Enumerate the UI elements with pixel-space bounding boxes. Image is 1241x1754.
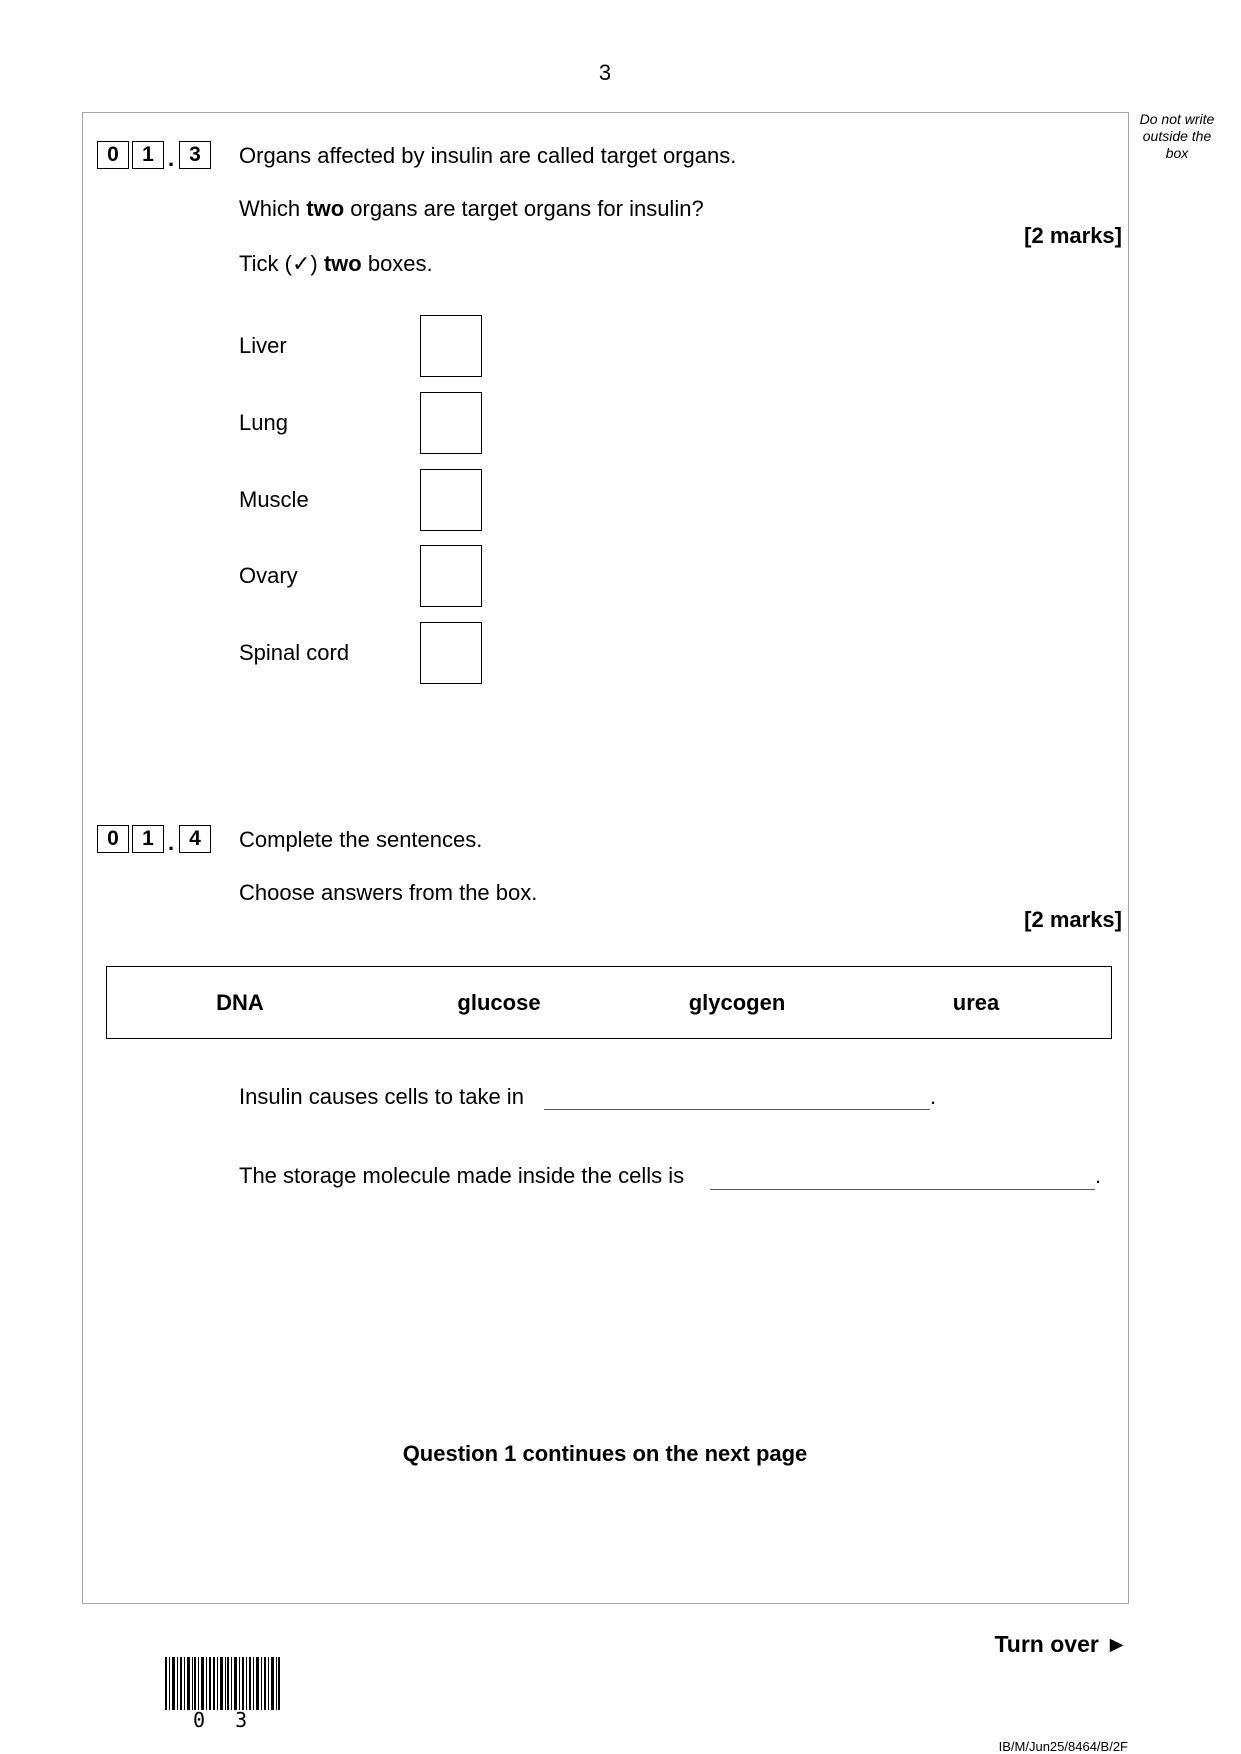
barcode-number: 0 3 — [193, 1708, 257, 1732]
word-option-urea: urea — [952, 990, 1000, 1015]
turn-over: Turn over ► — [994, 1631, 1128, 1657]
word-option-dna: DNA — [216, 990, 264, 1015]
tick-box-lung[interactable] — [420, 392, 482, 454]
tick-box-spinal-cord[interactable] — [420, 622, 482, 684]
page-number: 3 — [598, 60, 612, 85]
option-label-ovary: Ovary — [239, 563, 298, 588]
tick-box-liver[interactable] — [420, 315, 482, 377]
margin-note: Do not write outside the box — [1139, 111, 1215, 161]
paper-reference: IB/M/Jun25/8464/B/2F — [998, 1739, 1128, 1754]
question-number-01-4 — [97, 823, 214, 853]
question-digit: 4 — [179, 825, 211, 853]
q14-marks: [2 marks] — [1024, 907, 1122, 932]
question-dot: . — [167, 146, 175, 171]
option-label-lung: Lung — [239, 410, 288, 435]
question-digit: 1 — [132, 141, 164, 169]
continues-note: Question 1 continues on the next page — [402, 1441, 808, 1466]
barcode — [165, 1657, 280, 1710]
option-label-muscle: Muscle — [239, 487, 309, 512]
tick-box-ovary[interactable] — [420, 545, 482, 607]
option-label-spinal-cord: Spinal cord — [239, 640, 350, 665]
q13-tick-instruction: Tick (✓) two boxes. — [239, 251, 433, 276]
answer-line-2[interactable] — [710, 1189, 1095, 1190]
answer-line-1[interactable] — [544, 1109, 930, 1110]
word-option-glycogen: glycogen — [688, 990, 786, 1015]
question-digit: 0 — [97, 141, 129, 169]
tick-box-muscle[interactable] — [420, 469, 482, 531]
question-digit: 3 — [179, 141, 211, 169]
question-digit: 0 — [97, 825, 129, 853]
question-number-01-3 — [97, 139, 214, 169]
sentence-1: Insulin causes cells to take in — [239, 1084, 524, 1109]
sentence-2: The storage molecule made inside the cells is — [239, 1163, 685, 1188]
q14-instruction-complete: Complete the sentences. — [239, 827, 483, 852]
question-dot: . — [167, 830, 175, 855]
q13-question: Which two organs are target organs for insulin? — [239, 196, 704, 221]
q13-intro: Organs affected by insulin are called target organs. — [239, 143, 737, 168]
sentence-1-full-stop: . — [930, 1084, 937, 1109]
q13-marks: [2 marks] — [1024, 223, 1122, 248]
question-digit: 1 — [132, 825, 164, 853]
option-label-liver: Liver — [239, 333, 287, 358]
q14-instruction-choose: Choose answers from the box. — [239, 880, 538, 905]
word-option-glucose: glucose — [457, 990, 541, 1015]
sentence-2-full-stop: . — [1095, 1163, 1102, 1188]
